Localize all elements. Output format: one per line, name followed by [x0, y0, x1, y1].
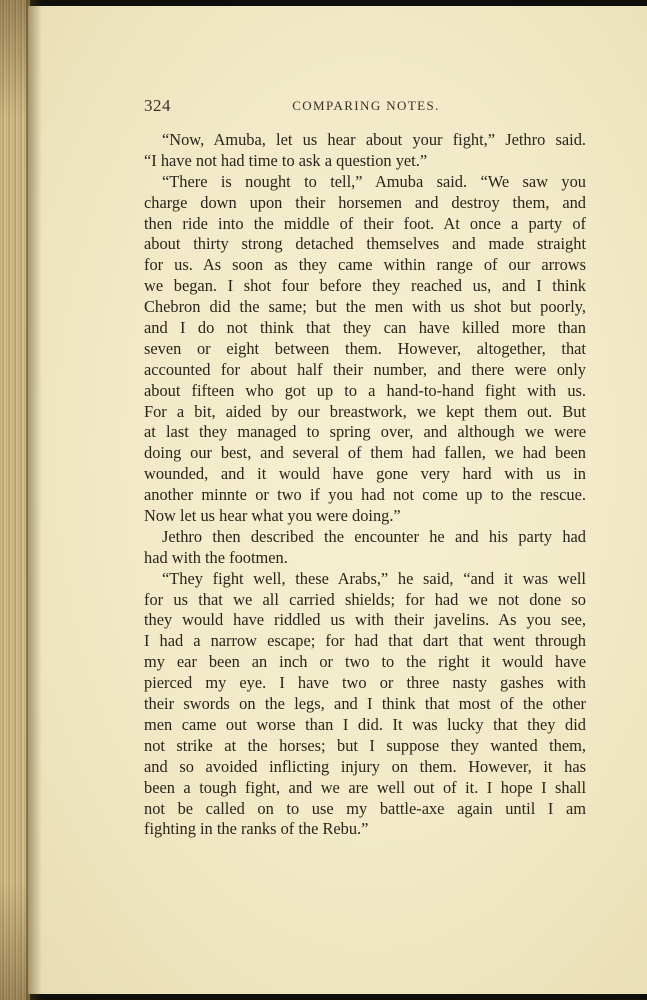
- text-line: for us. As soon as they came within range of our arrows: [144, 255, 586, 275]
- page-header: [144, 96, 588, 120]
- text-line: For a bit, aided by our breastwork, we kept them out. But: [144, 401, 586, 421]
- page-number: 324: [144, 96, 171, 115]
- text-line: we began. I shot four before they reached us, and I think: [144, 276, 586, 296]
- text-line: my ear been an inch or two to the right it would have: [144, 652, 586, 672]
- text-line: not strike at the horses; but I suppose they wanted them,: [144, 735, 586, 755]
- text-line: at last they managed to spring over, and although we were: [144, 422, 586, 442]
- text-line: Now let us hear what you were doing.”: [144, 506, 401, 526]
- text-line: then ride into the middle of their foot. At once a party of: [144, 213, 586, 233]
- text-line: “Now, Amuba, let us hear about your fight,” Jethro said.: [162, 130, 586, 149]
- text-line: not be called on to use my battle-axe again until I am: [144, 798, 586, 818]
- text-line: for us that we all carried shields; for had we not done so: [144, 589, 586, 609]
- text-line: Jethro then described the encounter he and his party had: [162, 526, 586, 546]
- gutter-shadow: [26, 0, 42, 1000]
- text-line: I had a narrow escape; for had that dart that went through: [144, 631, 586, 651]
- text-line: and so avoided inflicting injury on them. However, it has: [144, 756, 586, 776]
- text-line: another minnte or two if you had not come up to the rescue.: [144, 485, 586, 505]
- text-line: accounted for about half their number, and there were only: [144, 359, 586, 379]
- text-line: about thirty strong detached themselves and made straight: [144, 234, 586, 254]
- text-line: about fifteen who got up to a hand-to-hand fight with us.: [144, 380, 586, 400]
- text-line: had with the footmen.: [144, 547, 288, 567]
- text-line: pierced my eye. I have two or three nasty gashes with: [144, 673, 586, 693]
- text-line: “There is nought to tell,” Amuba said. “We saw you: [162, 171, 586, 191]
- text-line: been a tough fight, and we are well out of it. I hope I shall: [144, 777, 586, 797]
- text-line: doing our best, and several of them had fallen, we had been: [144, 443, 586, 463]
- text-line: seven or eight between them. However, altogether, that: [144, 338, 586, 358]
- text-line: charge down upon their horsemen and destroy them, and: [144, 192, 586, 212]
- text-line: fighting in the ranks of the Rebu.”: [144, 819, 369, 839]
- text-line: wounded, and it would have gone very hard with us in: [144, 464, 586, 484]
- text-line: their swords on the legs, and I think that most of the other: [144, 694, 586, 714]
- text-line: they would have riddled us with their javelins. As you see,: [144, 610, 586, 630]
- text-line: “They fight well, these Arabs,” he said, “and it was well: [162, 568, 586, 588]
- text-line: “I have not had time to ask a question yet.”: [144, 150, 428, 170]
- text-line: men came out worse than I did. It was lucky that they did: [144, 714, 586, 734]
- text-line: and I do not think that they can have killed more than: [144, 318, 586, 338]
- text-line: Chebron did the same; but the men with us shot but poorly,: [144, 297, 586, 317]
- running-head: COMPARING NOTES.: [292, 98, 440, 113]
- body-text: [144, 130, 586, 840]
